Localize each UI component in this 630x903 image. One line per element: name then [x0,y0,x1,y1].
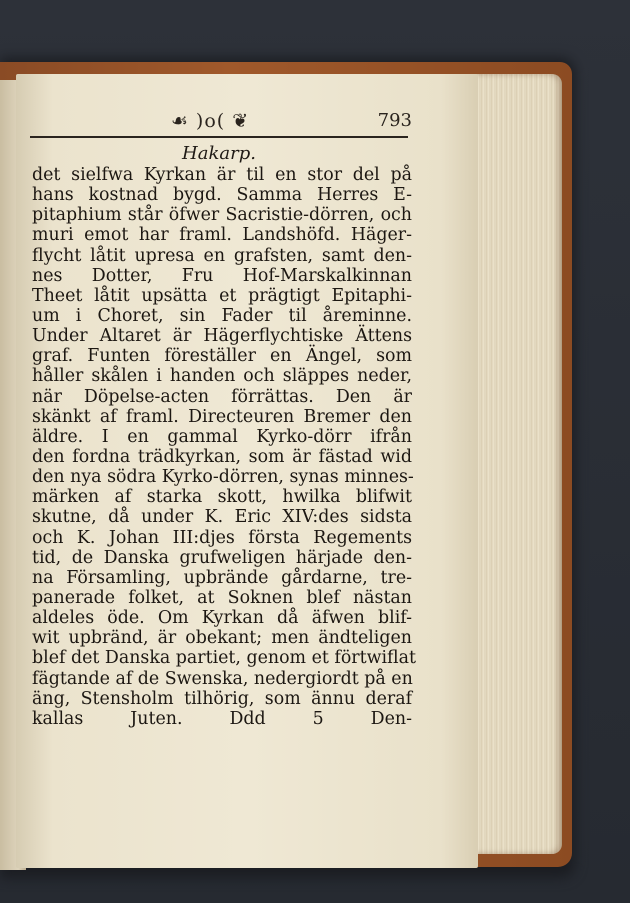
text-line: Under Altaret är Hägerflychtiske Ättens [32,326,412,347]
text-line: panerade folket, at Soknen blef nästan [32,587,412,608]
page-number: 793 [377,110,412,131]
text-line: äng, Stensholm tilhörig, som ännu deraf [32,688,412,709]
text-line: den fordna trädkyrkan, som är fästad wid [32,446,412,467]
text-line: flycht låtit upresa en grafsten, samt den- [32,245,412,266]
text-line: den nya södra Kyrko-dörren, synas minnes- [32,467,414,488]
text-line: håller skålen i handen och släppes neder, [32,366,412,387]
text-line: na Församling, upbrände gårdarne, tre- [32,567,412,588]
text-line: graf. Funten föreställer en Ängel, som [32,346,412,367]
text-line: när Döpelse-acten förrättas. Den är [32,386,412,407]
text-line: aldeles öde. Om Kyrkan då äfwen blif- [32,608,412,629]
text-line: nes Dotter, Fru Hof-Marskalkinnan [32,265,412,286]
page-edges [470,74,562,854]
body-text [32,165,416,729]
text-line: skutne, då under K. Eric XIV:des sidsta [32,507,412,528]
text-line: tid, de Danska grufweligen härjade den- [32,547,412,568]
text-line: och K. Johan III:djes första Regements [32,527,412,548]
text-line: det sielfwa Kyrkan är til en stor del på [32,165,412,185]
header-rule [30,136,408,138]
text-line: Theet låtit upsätta et prägtigt Epitaphi- [32,285,412,306]
text-line: skänkt af framl. Directeuren Bremer den [32,406,412,427]
text-line: äldre. I en gammal Kyrko-dörr ifrån [32,426,412,447]
text-line: pitaphium står öfwer Sacristie-dörren, och [32,205,412,226]
text-line: muri emot har framl. Landshöfd. Häger- [32,225,412,246]
place-heading: Hakarp. [182,143,256,164]
text-line: wit upbränd, är obekant; men ändteligen [32,628,412,649]
text-line: märken af starka skott, hwilka blifwit [32,487,412,508]
text-line: fägtande af de Swenska, nedergiordt på en [32,668,413,689]
text-line: hans kostnad bygd. Samma Herres E- [32,185,412,206]
text-line: um i Choret, sin Fader til åreminne. [32,305,412,326]
running-head-ornament: ☙ )o( ❦ [170,110,250,132]
text-line-catchword: kallas Juten. Ddd 5 Den- [32,708,412,729]
text-line: blef det Danska partiet, genom et förtwiflat [32,648,416,669]
